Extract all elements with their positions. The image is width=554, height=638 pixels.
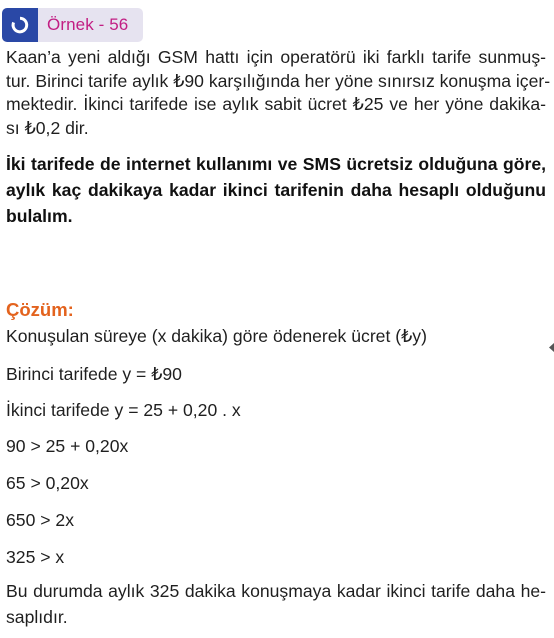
badge-icon-box <box>2 8 38 42</box>
solution-step: Birinci tarifede y = ₺90 <box>6 364 182 384</box>
problem-line: mektedir. İkinci tarifede ise aylık sabit ücret ₺25 ve her yöne dakika- <box>6 94 546 114</box>
question-line: bulalım. <box>6 206 73 226</box>
problem-line: tur. Birinci tarife aylık ₺90 karşılığında her yöne sınırsız konuşma içer- <box>6 70 551 91</box>
problem-question <box>6 151 546 229</box>
solution-intro: Konuşulan süreye (x dakika) göre ödenerek ücret (₺y) <box>6 326 427 346</box>
solution-step: 650 > 2x <box>6 510 74 530</box>
solution-step: 65 > 0,20x <box>6 473 89 493</box>
solution-step: 90 > 25 + 0,20x <box>6 436 129 456</box>
solution-step: İkinci tarifede y = 25 + 0,20 . x <box>6 400 241 420</box>
conclusion-line: Bu durumda aylık 325 dakika konuşmaya kadar ikinci tarife daha he- <box>6 581 546 601</box>
problem-line: sı ₺0,2 dir. <box>6 117 89 138</box>
example-label: Örnek - 56 <box>38 8 143 42</box>
example-badge <box>2 8 143 42</box>
problem-statement <box>6 46 551 140</box>
question-line: İki tarifede de internet kullanımı ve SMS ücretsiz olduğuna göre, <box>6 154 546 174</box>
problem-line: Kaan’a yeni aldığı GSM hattı için operatörü iki farklı tarife sunmuş- <box>6 47 546 67</box>
solution-conclusion <box>6 579 546 630</box>
page-edge-marker-icon <box>549 343 554 352</box>
solution-step: 325 > x <box>6 547 65 567</box>
conclusion-line: saplıdır. <box>6 606 68 627</box>
circle-arrow-icon <box>10 15 30 35</box>
question-line: aylık kaç dakikaya kadar ikinci tarifenin daha hesaplı olduğunu <box>6 180 546 200</box>
solution-title: Çözüm: <box>6 299 74 320</box>
